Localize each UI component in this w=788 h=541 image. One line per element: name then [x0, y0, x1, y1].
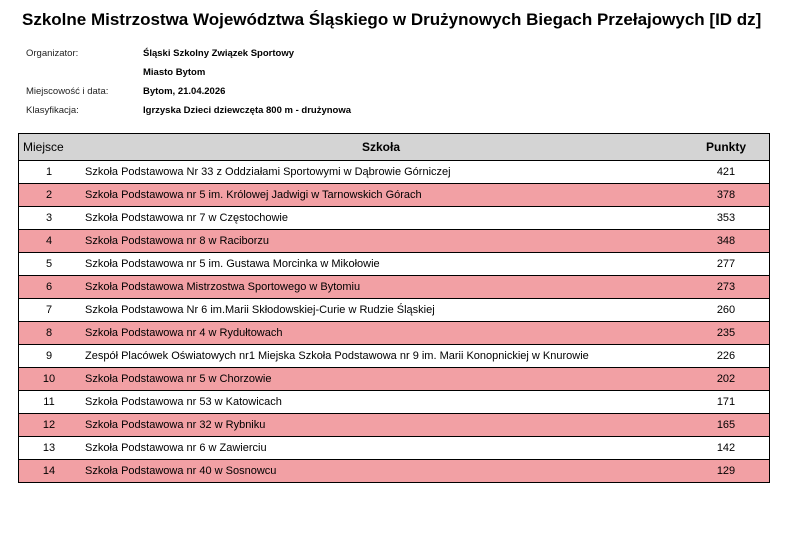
- school-cell: Szkoła Podstawowa nr 5 im. Królowej Jadwigi w Tarnowskich Górach: [79, 184, 683, 207]
- school-cell: Szkoła Podstawowa nr 6 w Zawierciu: [79, 437, 683, 460]
- organizer-label: Organizator:: [26, 48, 79, 59]
- table-row: [19, 184, 770, 207]
- points-cell: 226: [683, 345, 770, 368]
- points-cell: 348: [683, 230, 770, 253]
- school-cell: Szkoła Podstawowa nr 8 w Raciborzu: [79, 230, 683, 253]
- header-school: Szkoła: [79, 134, 683, 161]
- school-cell: Szkoła Podstawowa nr 40 w Sosnowcu: [79, 460, 683, 483]
- table-row: [19, 230, 770, 253]
- points-cell: 378: [683, 184, 770, 207]
- points-cell: 353: [683, 207, 770, 230]
- points-cell: 202: [683, 368, 770, 391]
- table-row: [19, 460, 770, 483]
- place-date-label: Miejscowość i data:: [26, 86, 109, 97]
- school-cell: Szkoła Podstawowa nr 7 w Częstochowie: [79, 207, 683, 230]
- header-place: Miejsce: [19, 134, 80, 161]
- school-cell: Szkoła Podstawowa Mistrzostwa Sportowego w Bytomiu: [79, 276, 683, 299]
- classification-label: Klasyfikacja:: [26, 105, 79, 116]
- table-row: [19, 391, 770, 414]
- school-cell: Szkoła Podstawowa nr 5 im. Gustawa Morcinka w Mikołowie: [79, 253, 683, 276]
- school-cell: Szkoła Podstawowa nr 4 w Rydułtowach: [79, 322, 683, 345]
- place-cell: 10: [19, 368, 80, 391]
- table-row: [19, 345, 770, 368]
- place-cell: 14: [19, 460, 80, 483]
- place-cell: 6: [19, 276, 80, 299]
- results-table: [18, 133, 770, 483]
- points-cell: 277: [683, 253, 770, 276]
- school-cell: Szkoła Podstawowa Nr 33 z Oddziałami Sportowymi w Dąbrowie Górniczej: [79, 161, 683, 184]
- school-cell: Zespół Placówek Oświatowych nr1 Miejska Szkoła Podstawowa nr 9 im. Marii Konopnickiej w Knurowie: [79, 345, 683, 368]
- points-cell: 235: [683, 322, 770, 345]
- place-cell: 3: [19, 207, 80, 230]
- points-cell: 260: [683, 299, 770, 322]
- header-points: Punkty: [683, 134, 770, 161]
- table-row: [19, 437, 770, 460]
- school-cell: Szkoła Podstawowa nr 5 w Chorzowie: [79, 368, 683, 391]
- place-cell: 12: [19, 414, 80, 437]
- place-cell: 7: [19, 299, 80, 322]
- place-cell: 1: [19, 161, 80, 184]
- place-cell: 13: [19, 437, 80, 460]
- points-cell: 142: [683, 437, 770, 460]
- table-row: [19, 207, 770, 230]
- organizer-value-2: Miasto Bytom: [143, 67, 206, 78]
- points-cell: 421: [683, 161, 770, 184]
- points-cell: 171: [683, 391, 770, 414]
- points-cell: 165: [683, 414, 770, 437]
- table-row: [19, 253, 770, 276]
- place-cell: 8: [19, 322, 80, 345]
- table-header-row: [19, 134, 770, 161]
- place-cell: 9: [19, 345, 80, 368]
- table-row: [19, 414, 770, 437]
- organizer-value: Śląski Szkolny Związek Sportowy: [143, 48, 294, 59]
- table-row: [19, 161, 770, 184]
- points-cell: 273: [683, 276, 770, 299]
- place-cell: 4: [19, 230, 80, 253]
- table-row: [19, 276, 770, 299]
- classification-value: Igrzyska Dzieci dziewczęta 800 m - drużynowa: [143, 105, 352, 116]
- page-title: Szkolne Mistrzostwa Województwa Śląskiego w Drużynowych Biegach Przełajowych [ID dz]: [22, 10, 762, 29]
- place-date-value: Bytom, 21.04.2026: [143, 86, 226, 97]
- place-cell: 11: [19, 391, 80, 414]
- school-cell: Szkoła Podstawowa nr 32 w Rybniku: [79, 414, 683, 437]
- results-body: [19, 161, 770, 483]
- school-cell: Szkoła Podstawowa nr 53 w Katowicach: [79, 391, 683, 414]
- place-cell: 2: [19, 184, 80, 207]
- table-row: [19, 299, 770, 322]
- points-cell: 129: [683, 460, 770, 483]
- school-cell: Szkoła Podstawowa Nr 6 im.Marii Skłodowskiej-Curie w Rudzie Śląskiej: [79, 299, 683, 322]
- table-row: [19, 322, 770, 345]
- table-row: [19, 368, 770, 391]
- place-cell: 5: [19, 253, 80, 276]
